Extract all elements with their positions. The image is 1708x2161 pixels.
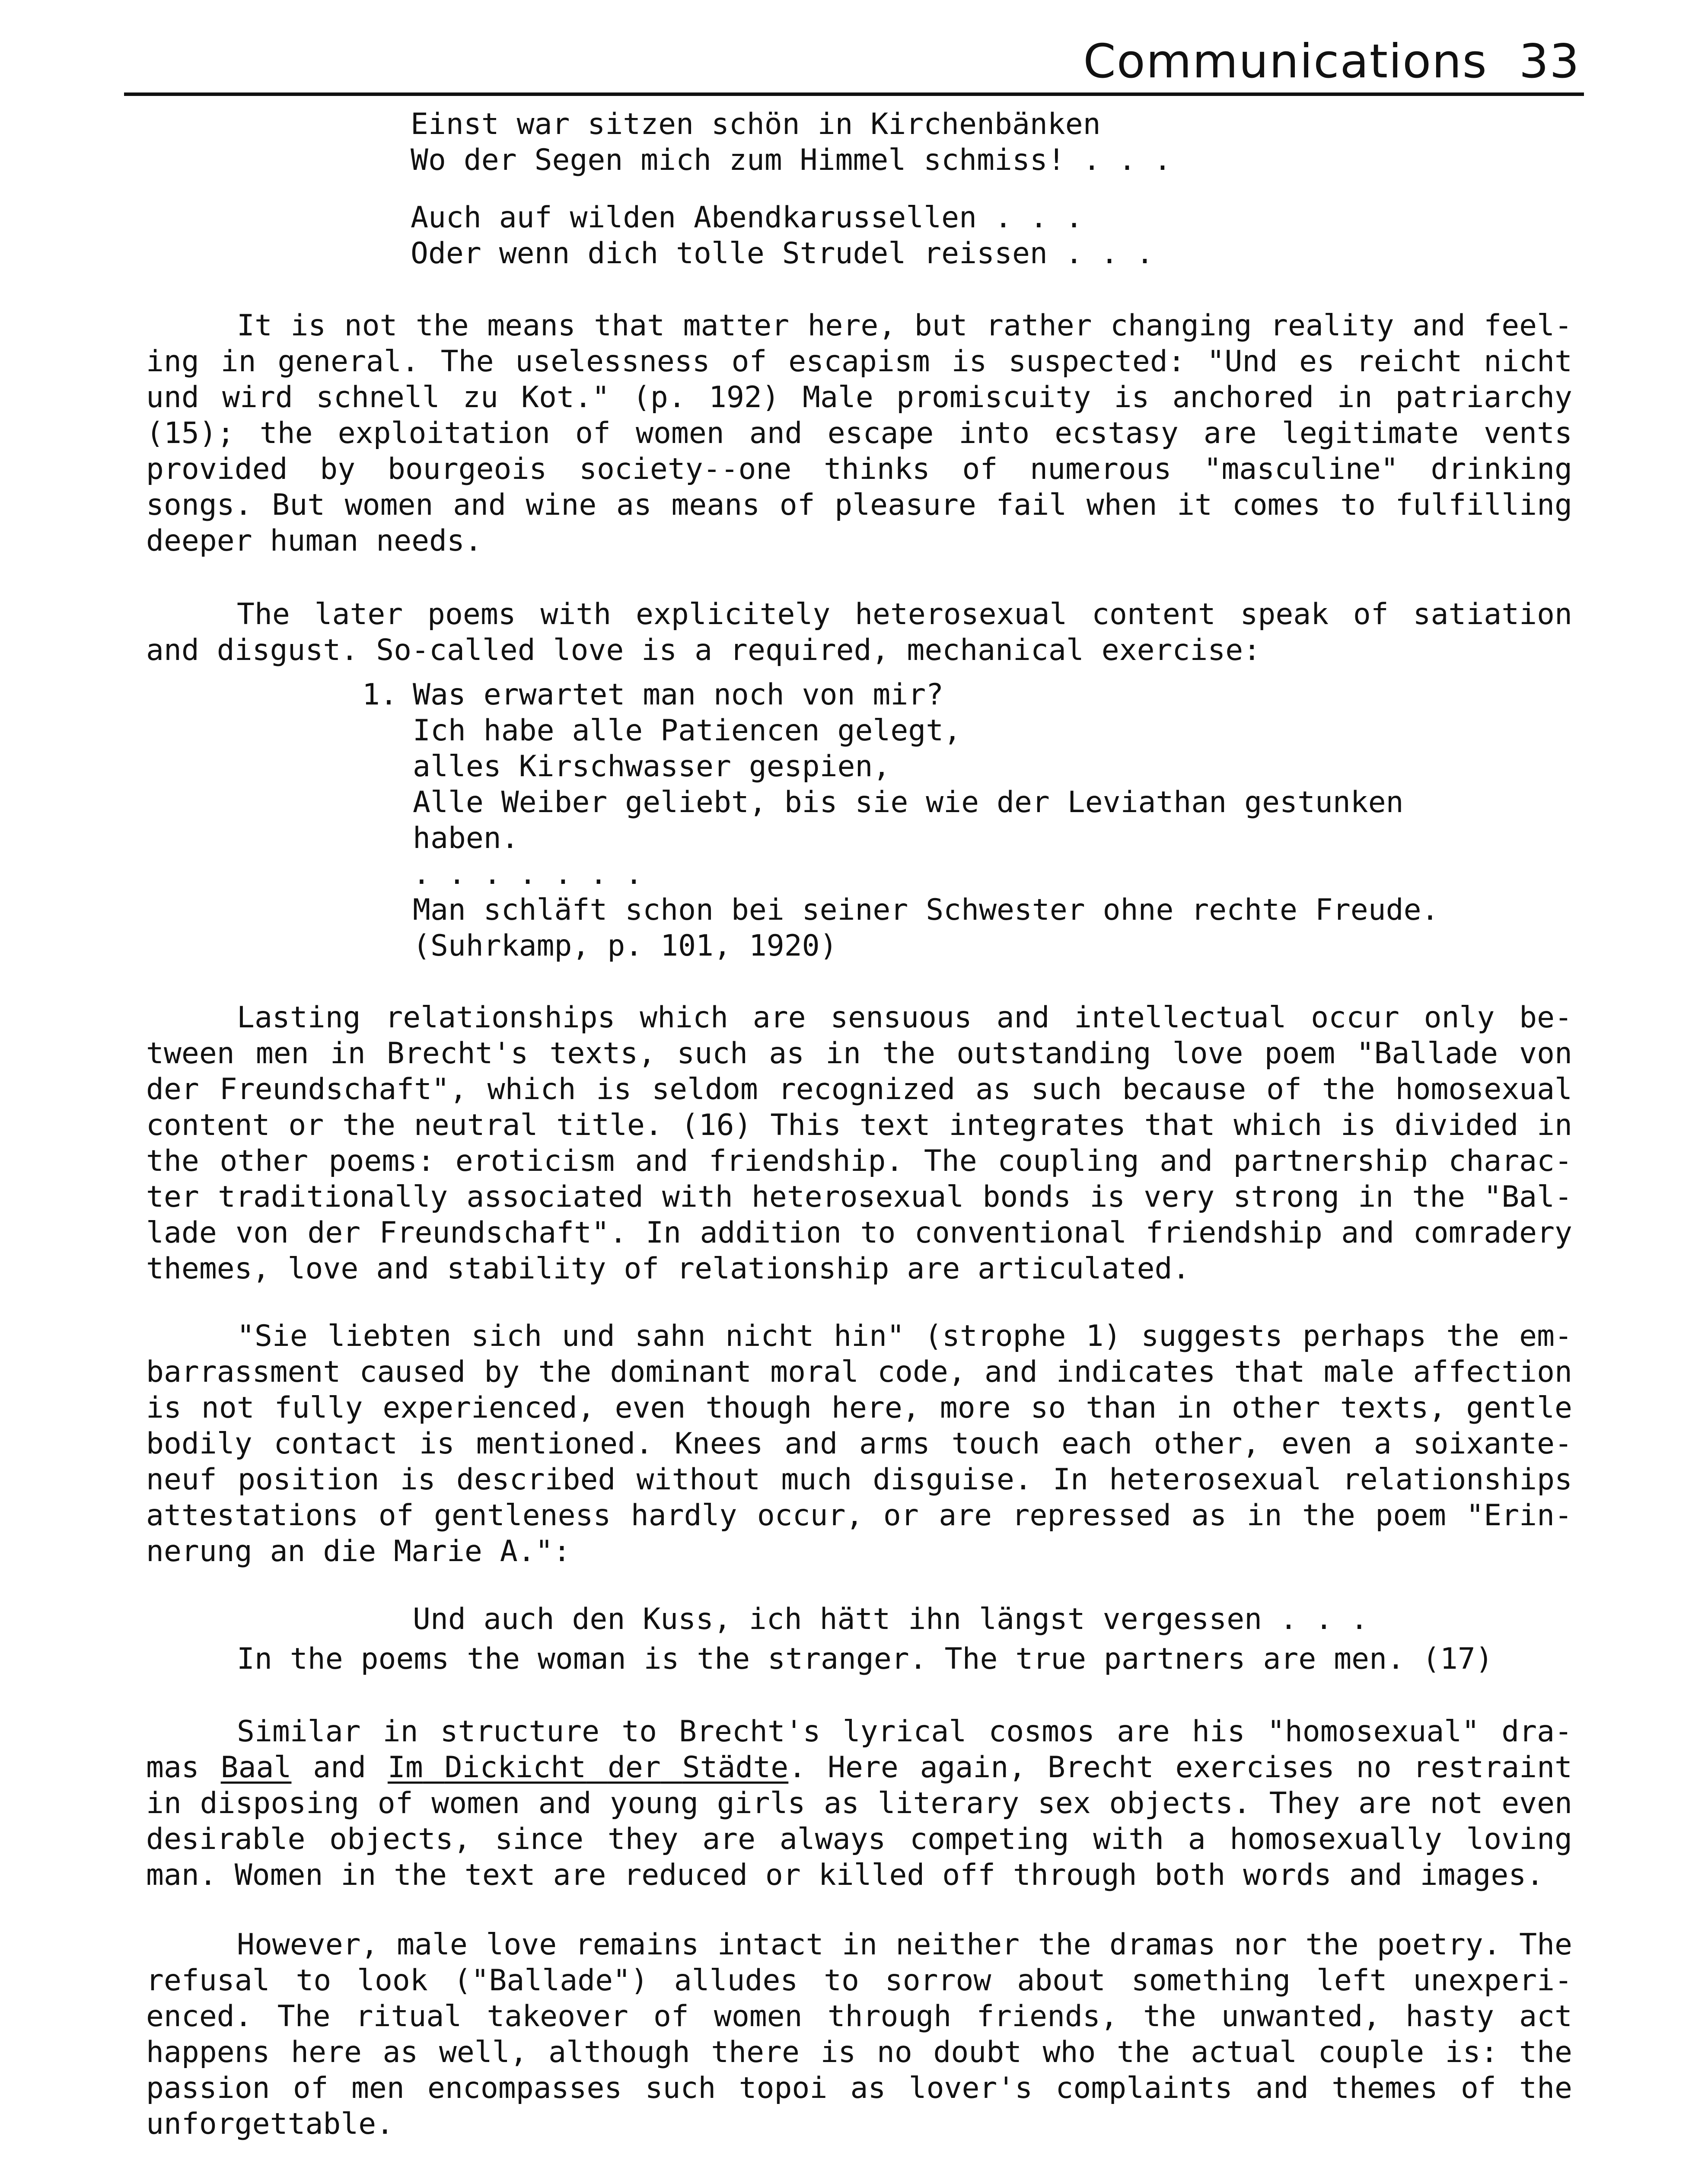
paragraph-7	[146, 1927, 1572, 2142]
paragraph-line: tween men in Brecht's texts, such as in the outstanding love poem "Ballade von	[146, 1036, 1572, 1071]
verse-block-1	[411, 106, 1171, 178]
paragraph-line: nerung an die Marie A.":	[146, 1534, 571, 1568]
paragraph-line: is not fully experienced, even though here, more so than in other texts, gentle	[146, 1391, 1572, 1425]
paragraph-line: desirable objects, since they are always competing with a homosexually loving	[146, 1822, 1572, 1856]
paragraph-line: neuf position is described without much disguise. In heterosexual relationships	[146, 1463, 1572, 1497]
paragraph-line: themes, love and stability of relationship are articulated.	[146, 1252, 1190, 1286]
paragraph-line: man. Women in the text are reduced or killed off through both words and images.	[146, 1858, 1544, 1892]
paragraph-line: "Sie liebten sich und sahn nicht hin" (strophe 1) suggests perhaps the em-	[237, 1319, 1572, 1353]
poem-line: Man schläft schon bei seiner Schwester ohne rechte Freude.	[413, 893, 1439, 927]
poem-number: 1.	[362, 678, 398, 712]
paragraph-6	[146, 1714, 1572, 1893]
header-rule	[124, 92, 1584, 96]
paragraph-line: Lasting relationships which are sensuous and intellectual occur only be-	[237, 1001, 1572, 1035]
poem-line: Alle Weiber geliebt, bis sie wie der Leviathan gestunken	[413, 785, 1404, 819]
title-im-dickicht-der-staedte: Im Dickicht der Städte	[387, 1750, 789, 1785]
verse-line: Oder wenn dich tolle Strudel reissen . . .	[411, 236, 1154, 271]
paragraph-line: It is not the means that matter here, but rather changing reality and feel-	[237, 309, 1572, 343]
paragraph-line: However, male love remains intact in neither the dramas nor the poetry. The	[237, 1928, 1572, 1962]
poem-ellipsis: . . . . . . .	[413, 857, 643, 891]
paragraph-line: und wird schnell zu Kot." (p. 192) Male promiscuity is anchored in patriarchy	[146, 380, 1572, 414]
paragraph-line: bodily contact is mentioned. Knees and arms touch each other, even a soixante-	[146, 1427, 1572, 1461]
paragraph-line: attestations of gentleness hardly occur, or are repressed as in the poem "Erin-	[146, 1498, 1572, 1533]
verse-line: Einst war sitzen schön in Kirchenbänken	[411, 107, 1101, 141]
paragraph-line: content or the neutral title. (16) This text integrates that which is divided in	[146, 1108, 1572, 1142]
quoted-verse: Und auch den Kuss, ich hätt ihn längst vergessen . . .	[413, 1602, 1368, 1636]
paragraph-line: (15); the exploitation of women and escape into ecstasy are legitimate vents	[146, 416, 1572, 450]
page-number: 33	[1519, 35, 1580, 89]
paragraph-2	[146, 596, 1572, 668]
paragraph-line: and disgust. So-called love is a required, mechanical exercise:	[146, 633, 1261, 667]
paragraph-line: ter traditionally associated with heterosexual bonds is very strong in the "Bal-	[146, 1180, 1572, 1214]
paragraph-line: barrassment caused by the dominant moral code, and indicates that male affection	[146, 1355, 1572, 1389]
paragraph-4	[146, 1318, 1572, 1569]
verse-block-2	[411, 200, 1154, 271]
paragraph-line: ing in general. The uselessness of escapism is suspected: "Und es reicht nicht	[146, 344, 1572, 379]
paragraph-5: In the poems the woman is the stranger. The true partners are men. (17)	[237, 1642, 1493, 1676]
paragraph-line: enced. The ritual takeover of women through friends, the unwanted, hasty act	[146, 1999, 1572, 2034]
paragraph-line: passion of men encompasses such topoi as lover's complaints and themes of the	[146, 2071, 1572, 2105]
paragraph-line: refusal to look ("Ballade") alludes to sorrow about something left unexperi-	[146, 1963, 1572, 1998]
paragraph-line: in disposing of women and young girls as literary sex objects. They are not even	[146, 1786, 1572, 1820]
numbered-poem	[413, 677, 1439, 964]
paragraph-line: deeper human needs.	[146, 524, 482, 558]
paragraph-line: provided by bourgeois society--one thinks of numerous "masculine" drinking	[146, 452, 1572, 486]
paragraph-line: the other poems: eroticism and friendship. The coupling and partnership charac-	[146, 1144, 1572, 1178]
paragraph-line-with-titles: mas Baal and Im Dickicht der Städte. Here again, Brecht exercises no restraint	[146, 1750, 1572, 1785]
title-baal: Baal	[220, 1750, 292, 1785]
poem-line: Was erwartet man noch von mir?	[413, 678, 944, 712]
poem-line: Ich habe alle Patiencen gelegt,	[413, 714, 962, 748]
poem-line: alles Kirschwasser gespien,	[413, 749, 891, 784]
journal-title: Communications	[1083, 35, 1488, 89]
verse-line: Auch auf wilden Abendkarussellen . . .	[411, 201, 1083, 235]
paragraph-1	[146, 308, 1572, 559]
paragraph-line: happens here as well, although there is no doubt who the actual couple is: the	[146, 2035, 1572, 2069]
poem-citation: (Suhrkamp, p. 101, 1920)	[413, 929, 838, 963]
paragraph-3	[146, 1000, 1572, 1287]
verse-line: Wo der Segen mich zum Himmel schmiss! . . .	[411, 143, 1172, 177]
paragraph-line: unforgettable.	[146, 2107, 394, 2141]
paragraph-line: lade von der Freundschaft". In addition to conventional friendship and comradery	[146, 1216, 1572, 1250]
poem-line: haben.	[413, 821, 519, 855]
paragraph-line: songs. But women and wine as means of pleasure fail when it comes to fulfilling	[146, 488, 1572, 522]
paragraph-line: Similar in structure to Brecht's lyrical cosmos are his "homosexual" dra-	[237, 1715, 1572, 1749]
paragraph-line: der Freundschaft", which is seldom recognized as such because of the homosexual	[146, 1072, 1572, 1106]
running-header	[1083, 34, 1580, 90]
paragraph-line: The later poems with explicitely heterosexual content speak of satiation	[237, 597, 1572, 631]
